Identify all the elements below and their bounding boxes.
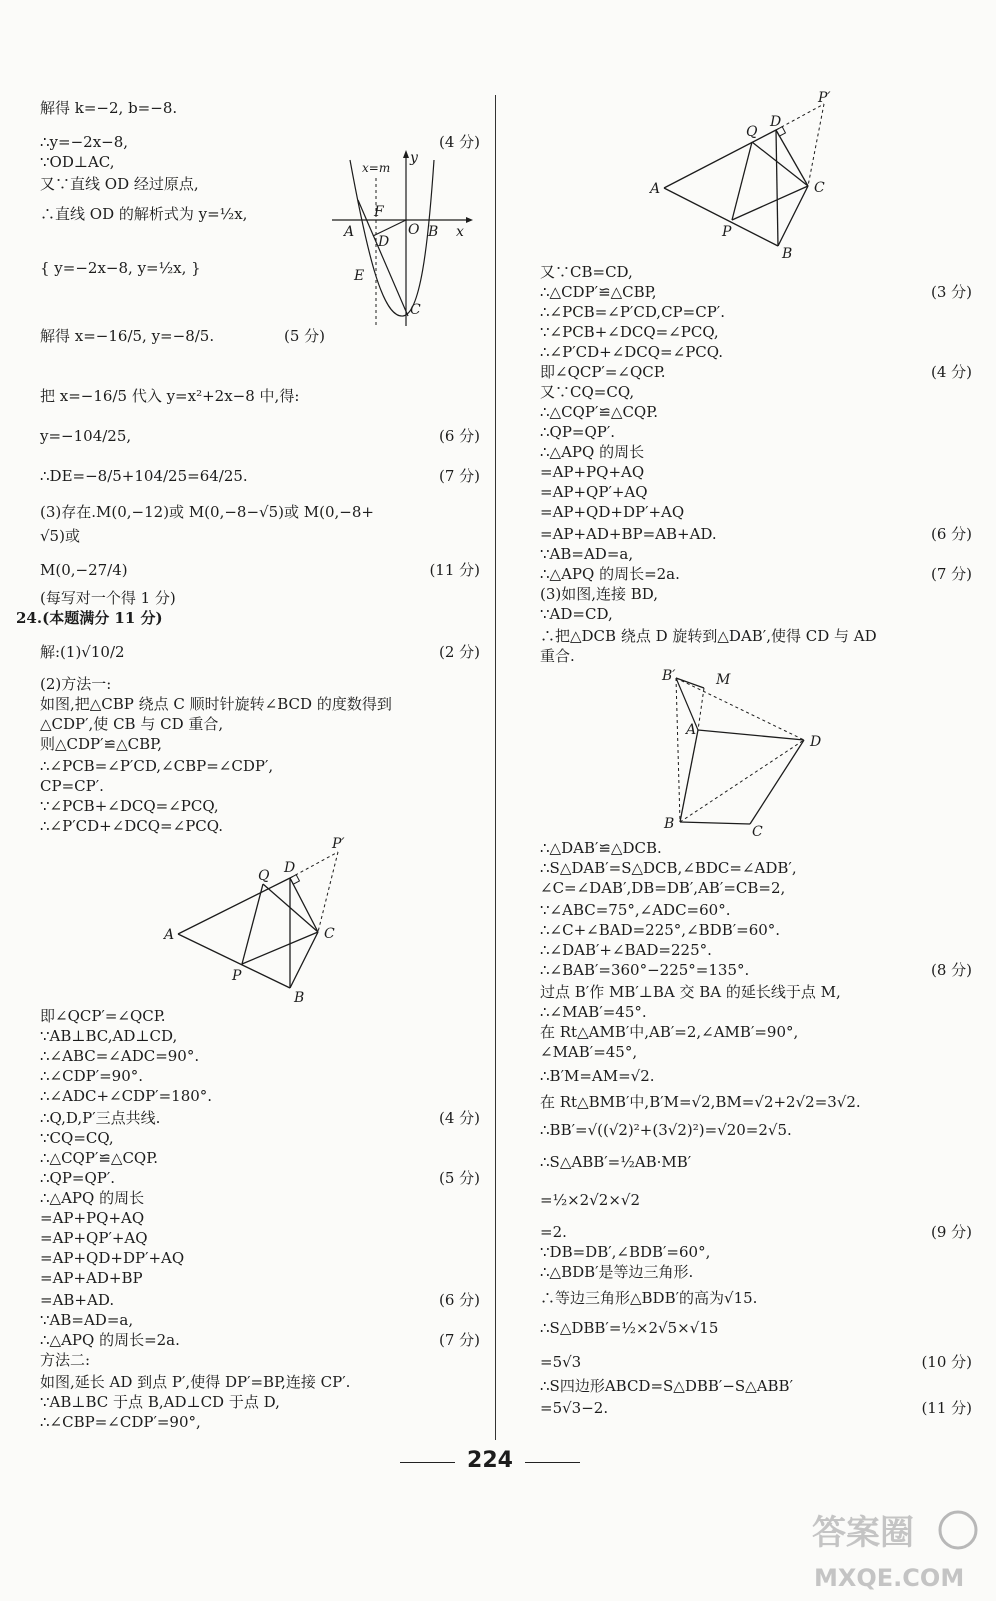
label-o: O	[408, 222, 420, 238]
text-line: =AP+QD+DP′+AQ	[40, 1249, 185, 1267]
segment-cd	[750, 740, 804, 824]
text-line: 在 Rt△BMB′中,B′M=√2,BM=√2+2√2=3√2.	[540, 1093, 861, 1111]
segment-ab	[680, 730, 698, 822]
text-line: 即∠QCP′=∠QCP. (4 分)	[540, 363, 972, 381]
text-line: { y=−2x−8, y=½x, }	[40, 259, 201, 277]
text-line: =5√3−2. (11 分)	[540, 1399, 972, 1417]
label-c: C	[410, 302, 421, 318]
page-number: 224	[467, 1448, 513, 1473]
text-line: 则△CDP′≌△CBP,	[40, 735, 162, 753]
text-line: ∴QP=QP′.	[540, 423, 616, 441]
text-line: ∴y=−2x−8, (4 分)	[40, 133, 480, 151]
text-line: ∴△DAB′≌△DCB.	[540, 839, 662, 857]
segment-bb-prime	[676, 678, 680, 822]
label-c: C	[814, 180, 825, 196]
text-line: =2. (9 分)	[540, 1223, 972, 1241]
text-line: ∴∠ABC=∠ADC=90°.	[40, 1047, 200, 1065]
label-m: M	[716, 672, 731, 688]
text-line: ∴△APQ 的周长	[540, 443, 645, 461]
text-line: ∴S△DBB′=½×2√5×√15	[540, 1319, 719, 1337]
text-line: 重合.	[540, 647, 575, 665]
text-line: 把 x=−16/5 代入 y=x²+2x−8 中,得:	[40, 387, 300, 405]
text-line: (每写对一个得 1 分)	[40, 589, 176, 607]
label-a: A	[164, 927, 175, 943]
page-number-rule-left	[400, 1462, 455, 1463]
text-line: ∴∠P′CD+∠DCQ=∠PCQ.	[40, 817, 224, 835]
label-c: C	[752, 824, 763, 838]
label-a: A	[686, 722, 697, 738]
segment-ab	[664, 188, 778, 246]
text-line: ∴等边三角形△BDB′的高为√15.	[540, 1289, 758, 1307]
text-line: (2)方法一:	[40, 675, 112, 693]
label-b: B	[782, 246, 793, 260]
x-axis-arrow	[466, 217, 473, 223]
text-line: y=−104/25, (6 分)	[40, 427, 480, 445]
text-line: (3)如图,连接 BD,	[540, 585, 659, 603]
text-line: =AP+QD+DP′+AQ	[540, 503, 685, 521]
label-p: P	[722, 224, 732, 240]
column-divider	[495, 95, 496, 1440]
text-line: ∴∠ADC+∠CDP′=180°.	[40, 1087, 213, 1105]
label-y: y	[410, 150, 418, 166]
text-line: ∴△CDP′≌△CBP, (3 分)	[540, 283, 972, 301]
segment-pc	[732, 186, 808, 220]
label-c: C	[324, 926, 335, 942]
label-b: B	[664, 816, 675, 832]
quadrilateral-figure-method-two	[648, 90, 848, 260]
text-line: √5)或	[40, 527, 80, 545]
label-a: A	[344, 224, 355, 240]
text-line: ∵AB=AD=a,	[540, 545, 634, 563]
text-line: =AP+QP′+AQ	[540, 483, 648, 501]
text-line: 解得 k=−2, b=−8.	[40, 99, 178, 117]
quadrilateral-figure-part-three	[658, 666, 838, 838]
segment-qc	[752, 142, 808, 186]
text-line: =½×2√2×√2	[540, 1191, 640, 1209]
watermark-circle-icon	[940, 1512, 976, 1548]
label-x: x	[456, 224, 464, 240]
text-line: ∵AB=AD=a,	[40, 1311, 134, 1329]
text-line: ∴∠PCB=∠P′CD,∠CBP=∠CDP′,	[40, 757, 274, 775]
text-line: 即∠QCP′=∠QCP.	[40, 1007, 166, 1025]
text-line: △CDP′,使 CB 与 CD 重合,	[40, 715, 224, 733]
text-line: 解:(1)√10/2 (2 分)	[40, 643, 480, 661]
segment-ad	[178, 878, 290, 934]
segment-pq	[242, 884, 263, 964]
watermark-text-url: MXQE.COM	[814, 1564, 965, 1592]
quadrilateral-figure-method-one	[160, 834, 360, 1004]
segment-dc	[776, 130, 808, 186]
text-line: ∴S四边形ABCD=S△DBB′−S△ABB′	[540, 1377, 793, 1395]
label-b: B	[428, 224, 439, 240]
page-number-area	[400, 1448, 580, 1478]
segment-dp-prime	[776, 104, 824, 130]
text-line: ∴BB′=√((√2)²+(3√2)²)=√20=2√5.	[540, 1121, 792, 1139]
text-line: 又∵CB=CD,	[540, 263, 633, 281]
text-line: ∴△APQ 的周长	[40, 1189, 145, 1207]
text-line: ∴∠P′CD+∠DCQ=∠PCQ.	[540, 343, 724, 361]
text-line: ∴△APQ 的周长=2a. (7 分)	[540, 565, 972, 583]
label-f: F	[374, 204, 384, 220]
text-line: ∴∠CBP=∠CDP′=90°,	[40, 1413, 201, 1431]
parabola-curve	[350, 160, 434, 316]
label-d: D	[284, 860, 296, 876]
label-d: D	[810, 734, 822, 750]
text-line: ∠C=∠DAB′,DB=DB′,AB′=CB=2,	[540, 879, 786, 897]
y-axis-arrow	[403, 150, 409, 158]
page-number-rule-right	[525, 1462, 580, 1463]
text-line: ∵OD⊥AC,	[40, 153, 115, 171]
text-line: =AP+PQ+AQ	[540, 463, 645, 481]
text-line: =5√3 (10 分)	[540, 1353, 972, 1371]
segment-dc	[290, 878, 318, 932]
label-x-equals-m: x=m	[362, 161, 391, 175]
segment-pq	[732, 142, 752, 220]
text-line: ∵AB⊥BC,AD⊥CD,	[40, 1027, 178, 1045]
segment-ad	[664, 130, 776, 188]
text-line: ∵∠PCB+∠DCQ=∠PCQ,	[540, 323, 719, 341]
segment-db	[776, 130, 778, 246]
text-line: ∴△CQP′≌△CQP.	[540, 403, 659, 421]
segment-ad	[698, 730, 804, 740]
text-line: 如图,把△CBP 绕点 C 顺时针旋转∠BCD 的度数得到	[40, 695, 392, 713]
text-line: =AP+QP′+AQ	[40, 1229, 148, 1247]
segment-p-prime-c	[318, 852, 338, 932]
text-line: =AP+AD+BP=AB+AD. (6 分)	[540, 525, 972, 543]
text-line: 在 Rt△AMB′中,AB′=2,∠AMB′=90°,	[540, 1023, 799, 1041]
label-p-prime: P′	[332, 836, 345, 852]
segment-bd	[680, 740, 804, 822]
segment-ma-extension	[698, 688, 704, 730]
text-line: ∴△APQ 的周长=2a. (7 分)	[40, 1331, 480, 1349]
question-heading: 24.(本题满分 11 分)	[16, 609, 163, 627]
text-line: ∴S△ABB′=½AB·MB′	[540, 1153, 692, 1171]
label-p: P	[232, 968, 242, 984]
label-p-prime: P′	[818, 90, 831, 106]
text-line: ∵AB⊥BC 于点 B,AD⊥CD 于点 D,	[40, 1393, 280, 1411]
watermark-logo	[808, 1502, 978, 1597]
text-line: =AP+AD+BP	[40, 1269, 143, 1287]
label-b-prime: B′	[662, 668, 676, 684]
segment-dp-prime	[290, 852, 338, 878]
text-line: 解得 x=−16/5, y=−8/5. (5 分)	[40, 327, 325, 345]
text-line: ∵AD=CD,	[540, 605, 613, 623]
text-line: M(0,−27/4) (11 分)	[40, 561, 480, 579]
text-line: 又∵直线 OD 经过原点,	[40, 175, 199, 193]
text-line: ∴∠C+∠BAD=225°,∠BDB′=60°.	[540, 921, 781, 939]
label-d: D	[378, 234, 390, 250]
text-line: 又∵CQ=CQ,	[540, 383, 635, 401]
segment-cb	[778, 186, 808, 246]
text-line: =AP+PQ+AQ	[40, 1209, 145, 1227]
parabola-figure	[328, 148, 473, 328]
text-line: ∵∠PCB+∠DCQ=∠PCQ,	[40, 797, 219, 815]
text-line: ∴B′M=AM=√2.	[540, 1067, 655, 1085]
text-line: ∴∠BAB′=360°−225°=135°. (8 分)	[540, 961, 972, 979]
label-b: B	[294, 990, 305, 1004]
text-line: (3)存在.M(0,−12)或 M(0,−8−√5)或 M(0,−8+	[40, 503, 374, 521]
label-q: Q	[258, 868, 270, 884]
segment-p-prime-c	[808, 104, 824, 186]
segment-pc	[242, 932, 318, 964]
label-e: E	[354, 268, 365, 284]
text-line: 如图,延长 AD 到点 P′,使得 DP′=BP,连接 CP′.	[40, 1373, 351, 1391]
segment-cb	[290, 932, 318, 988]
label-q: Q	[746, 124, 758, 140]
text-line: ∴∠CDP′=90°.	[40, 1067, 144, 1085]
text-line: =AB+AD. (6 分)	[40, 1291, 480, 1309]
text-line: ∴把△DCB 绕点 D 旋转到△DAB′,使得 CD 与 AD	[540, 627, 877, 645]
text-line: ∴Q,D,P′三点共线. (4 分)	[40, 1109, 480, 1127]
text-line: ∵DB=DB′,∠BDB′=60°,	[540, 1243, 711, 1261]
text-line: ∴△CQP′≌△CQP.	[40, 1149, 159, 1167]
text-line: ∴S△DAB′=S△DCB,∠BDC=∠ADB′,	[540, 859, 797, 877]
text-line: ∴∠MAB′=45°.	[540, 1003, 647, 1021]
text-line: ∴QP=QP′. (5 分)	[40, 1169, 480, 1187]
label-d: D	[770, 114, 782, 130]
segment-bc	[680, 822, 750, 824]
text-line: ∠MAB′=45°,	[540, 1043, 638, 1061]
text-line: 过点 B′作 MB′⊥BA 交 BA 的延长线于点 M,	[540, 983, 841, 1001]
text-line: ∴∠PCB=∠P′CD,CP=CP′.	[540, 303, 725, 321]
text-line: ∴直线 OD 的解析式为 y=½x,	[40, 205, 248, 223]
text-line: ∴△BDB′是等边三角形.	[540, 1263, 694, 1281]
text-line: ∵∠ABC=75°,∠ADC=60°.	[540, 901, 731, 919]
watermark-text-cn: 答案圈	[812, 1513, 914, 1553]
text-line: 方法二:	[40, 1351, 91, 1369]
text-line: ∴DE=−8/5+104/25=64/25. (7 分)	[40, 467, 480, 485]
text-line: ∴∠DAB′+∠BAD=225°.	[540, 941, 712, 959]
text-line: ∵CQ=CQ,	[40, 1129, 114, 1147]
label-a: A	[650, 181, 661, 197]
text-line: CP=CP′.	[40, 777, 104, 795]
